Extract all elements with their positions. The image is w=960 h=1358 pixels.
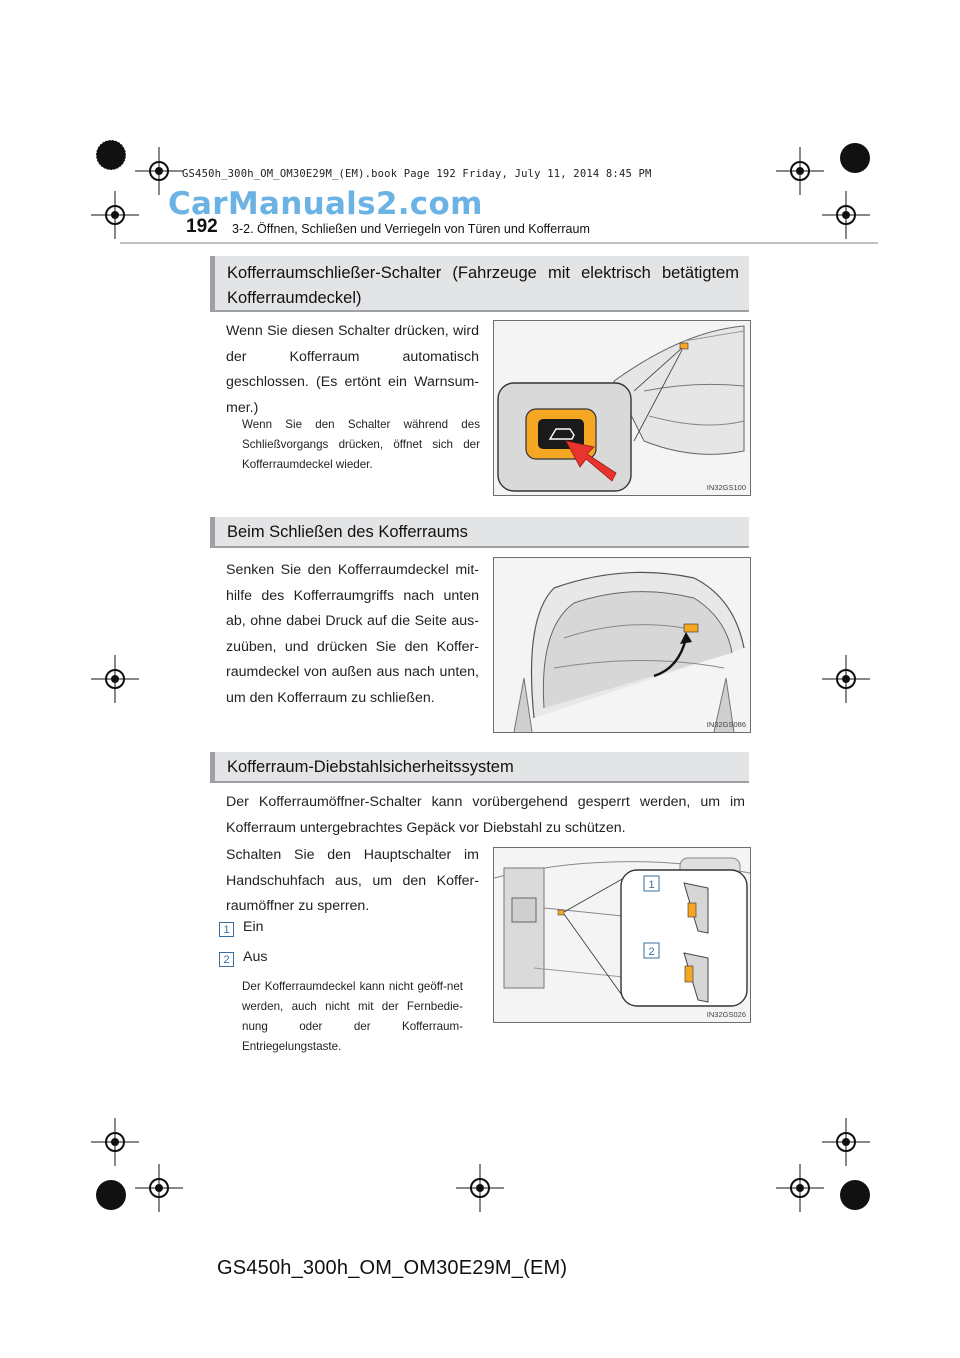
figure-code: IN32GS100 [706, 483, 746, 492]
section-heading-anti-theft: Kofferraum-Diebstahlsicherheitssystem [210, 752, 749, 783]
footer-document-code: GS450h_300h_OM_OM30E29M_(EM) [217, 1257, 568, 1279]
figure-code: IN32GS026 [706, 1010, 746, 1019]
crosshair-mark [776, 147, 824, 195]
page-number: 192 [186, 216, 218, 237]
crosshair-mark [822, 655, 870, 703]
section2-paragraph: Senken Sie den Kofferraumdeckel mit-hilfe des Kofferraumgriffs nach unten ab, ohne dabei Druck auf die Seite aus-zuüben, und drücken Sie den Koffer-raumdeckel von außen aus nach unten, um den Kofferraum zu schließen. [226, 562, 479, 706]
crosshair-mark [91, 1118, 139, 1166]
svg-text:2: 2 [648, 946, 655, 958]
registration-mark-top-right [830, 133, 880, 183]
figure-code: IN32GS086 [706, 720, 746, 729]
item-number-badge: 2 [219, 952, 234, 967]
figure-trunk-closer-switch [493, 320, 751, 496]
figure-glovebox-main-switch [493, 847, 751, 1023]
registration-mark-top-left [86, 130, 136, 180]
item-number-badge: 1 [219, 922, 234, 937]
section3-paragraph: Schalten Sie den Hauptschalter im Handschuhfach aus, um den Koffer-raumöffner zu sperren. [226, 847, 479, 914]
item-label-on: Ein [243, 919, 264, 935]
section1-note: Wenn Sie den Schalter während des Schließvorgangs drücken, öffnet sich der Kofferraumdeckel wieder. [242, 418, 480, 471]
chapter-title: 3-2. Öffnen, Schließen und Verriegeln von Türen und Kofferraum [232, 222, 590, 236]
section1-paragraph: Wenn Sie diesen Schalter drücken, wird der Kofferraum automatisch geschlossen. (Es ertönt ein Warnsum-mer.) [226, 323, 479, 416]
crosshair-mark [822, 191, 870, 239]
registration-mark-bottom-right [830, 1170, 880, 1220]
crosshair-mark [135, 1164, 183, 1212]
section3-note: Der Kofferraumdeckel kann nicht geöff-net werden, auch nicht mit der Fernbedie-nung oder der Kofferraum-Entriegelungstaste. [242, 980, 463, 1053]
crosshair-mark [456, 1164, 504, 1212]
crosshair-mark [91, 191, 139, 239]
section-heading-closing-trunk: Beim Schließen des Kofferraums [210, 517, 749, 548]
crosshair-mark [776, 1164, 824, 1212]
file-info-line: GS450h_300h_OM_OM30E29M_(EM).book Page 192 Friday, July 11, 2014 8:45 PM [182, 168, 652, 180]
svg-text:1: 1 [648, 879, 655, 891]
header-divider [120, 242, 878, 244]
crosshair-mark [822, 1118, 870, 1166]
item-label-off: Aus [243, 949, 268, 965]
crosshair-mark [91, 655, 139, 703]
registration-mark-bottom-left [86, 1170, 136, 1220]
watermark-logo: CarManuals2.com [168, 186, 483, 222]
section-heading-trunk-closer-switch: Kofferraumschließer-Schalter (Fahrzeuge mit elektrisch betätigtem Kofferraumdeckel) [210, 256, 749, 312]
figure-closing-trunk-lid [493, 557, 751, 733]
section3-intro: Der Kofferraumöffner-Schalter kann vorübergehend gesperrt werden, um im Kofferraum untergebrachtes Gepäck vor Diebstahl zu schützen. [226, 794, 745, 836]
